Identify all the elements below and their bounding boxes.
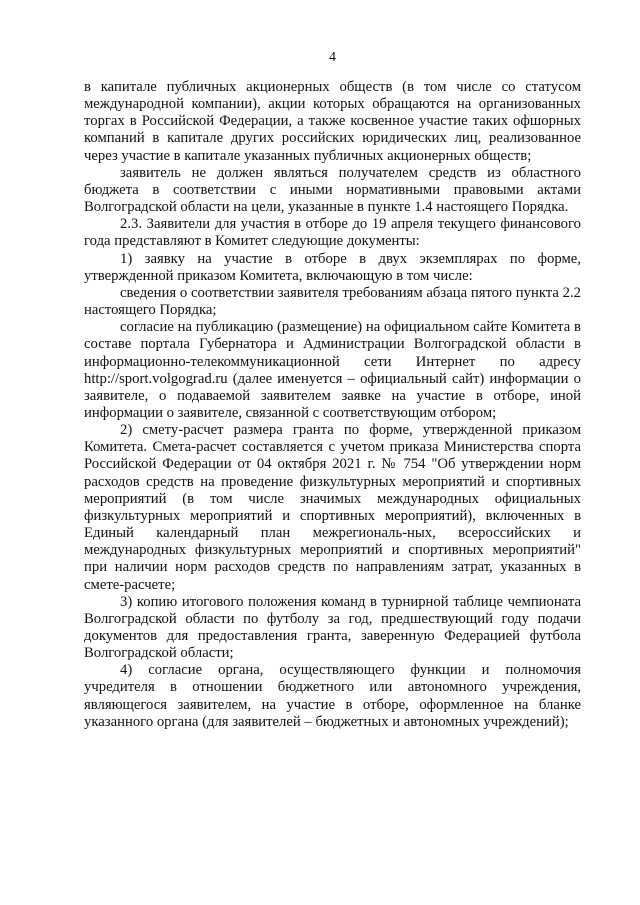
paragraph-compliance-info: сведения о соответствии заявителя требованиям абзаца пятого пункта 2.2 настоящего Порядка; xyxy=(84,284,581,319)
paragraph-item-3-standings: 3) копию итогового положения команд в турнирной таблице чемпионата Волгоградской области по футболу за год, предшествующий году подачи документов для предоставления гранта, заверенную Федерацией футбола Волгоградской области; xyxy=(84,593,581,662)
page-number: 4 xyxy=(329,50,336,65)
paragraph-2-3-documents: 2.3. Заявители для участия в отборе до 19 апреля текущего финансового года представляют в Комитет следующие документы: xyxy=(84,216,581,250)
paragraph-item-1-application: 1) заявку на участие в отборе в двух экземплярах по форме, утвержденной приказом Комитета, включающую в том числе: xyxy=(84,250,581,284)
paragraph-publication-consent: согласие на публикацию (размещение) на официальном сайте Комитета в составе портала Губернатора и Администрации Волгоградской области в информационно-телекоммуникационной сети Интернет по адресу http://sport.volgograd.ru (далее именуется – официальный сайт) информации о заявителе, о подаваемой заявителем заявке на участие в отборе, иной информации о заявителе, связанной с соответствующим отбором; xyxy=(84,319,581,421)
paragraph-item-2-estimate: 2) смету-расчет размера гранта по форме, утвержденной приказом Комитета. Смета-расчет составляется с учетом приказа Министерства спорта Российской Федерации от 04 октября 2021 г. № 754 "Об утверждении норм расходов средств на проведение физкультурных мероприятий и спортивных мероприятий (в том числе значимых международных официальных физкультурных мероприятий и спортивных мероприятий), включенных в Единый календарный план межрегиональ-ных, всероссийских и международных физкультурных мероприятий и спортивных мероприятий" при наличии норм расходов средств по направлениям затрат, указанных в смете-расчете; xyxy=(84,422,581,593)
paragraph-offshore-participation: в капитале публичных акционерных обществ (в том числе со статусом международной компании), акции которых обращаются на организованных торгах в Российской Федерации, а также косвенное участие таких офшорных компаний в капитале других российских юридических лиц, реализованное через участие в капитале указанных публичных акционерных обществ; xyxy=(84,79,581,164)
paragraph-item-4-founder-consent: 4) согласие органа, осуществляющего функции и полномочия учредителя в отношении бюджетного или автономного учреждения, являющегося заявителем, на участие в отборе, оформленное на бланке указанного органа (для заявителей – бюджетных и автономных учреждений); xyxy=(84,662,581,730)
paragraph-not-recipient: заявитель не должен являться получателем средств из областного бюджета в соответствии с иными нормативными правовыми актами Волгоградской области на цели, указанные в пункте 1.4 настоящего Порядка. xyxy=(84,164,581,216)
